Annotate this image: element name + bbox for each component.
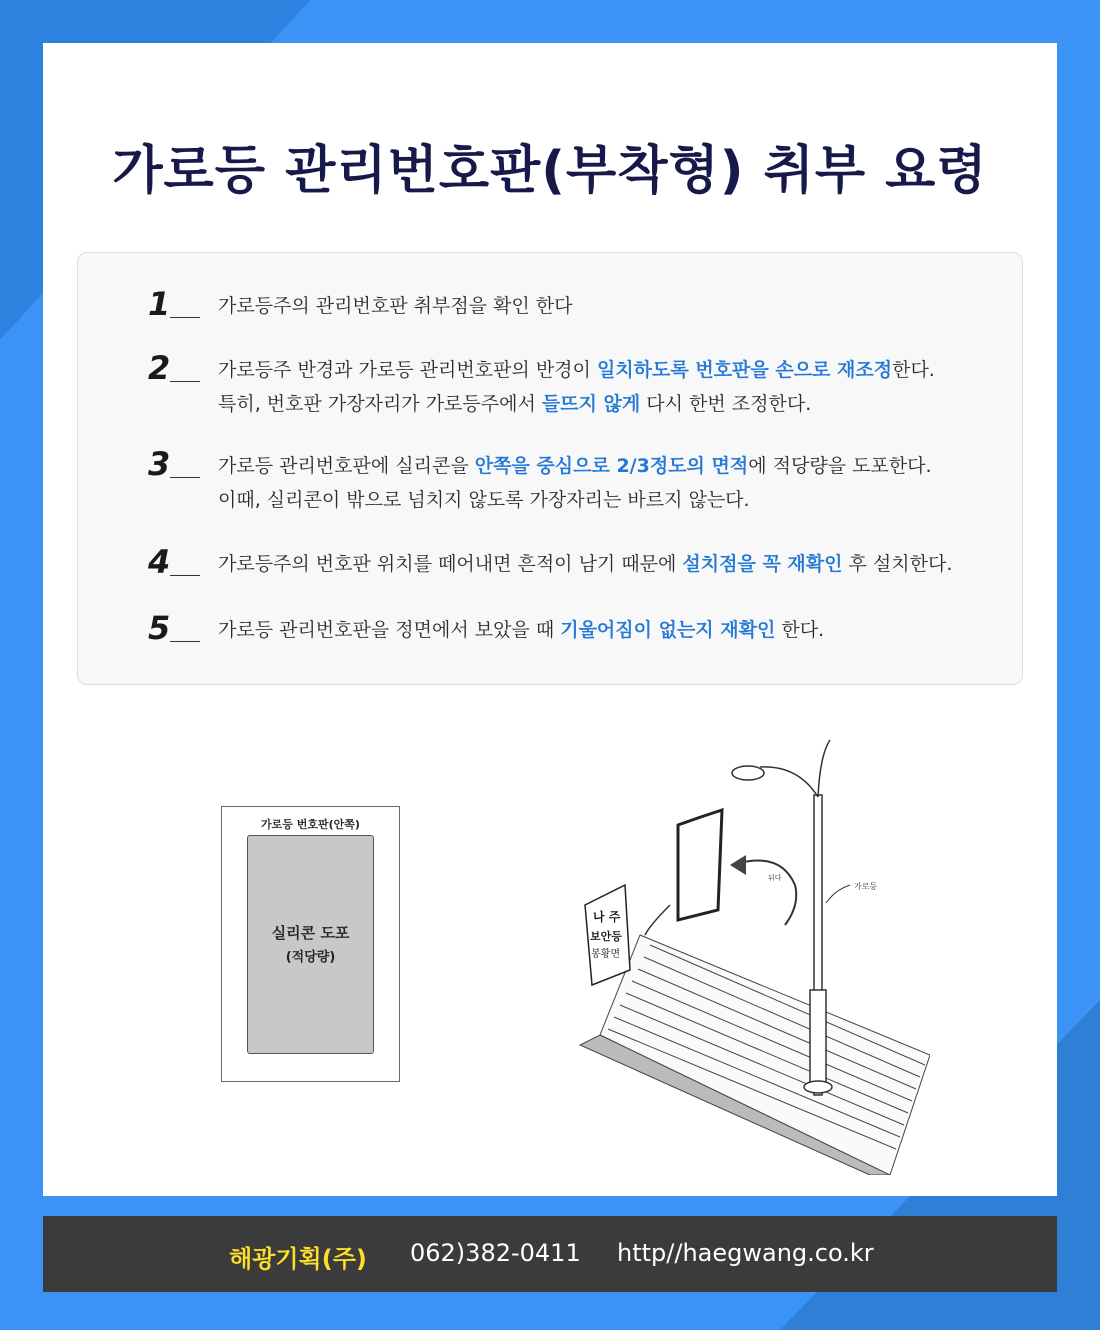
step-segment: 가로등주의 관리번호판 취부점을 확인 한다 [218, 295, 573, 317]
step-segment: 한다. [775, 619, 825, 641]
step-number: 1 [148, 289, 198, 319]
arrow-label: 뒤다 [768, 874, 782, 882]
step-segment: 가로등 관리번호판을 정면에서 보았을 때 [218, 619, 561, 641]
step-text [218, 449, 1018, 517]
silicone-amount-text: (적당량) [285, 950, 336, 965]
step-number: 4 [148, 547, 198, 577]
plate-sign [585, 885, 630, 985]
step-line [218, 289, 1018, 323]
label-diagram-header: 가로등 번호판(안쪽) [261, 818, 360, 831]
step-segment: 한다. [892, 359, 935, 381]
step-segment: 이때, 실리콘이 밖으로 넘치지 않도록 가장자리는 바르지 않는다. [218, 489, 750, 511]
step-segment: 가로등 관리번호판에 실리콘을 [218, 455, 475, 477]
step-text [218, 613, 1018, 647]
steps-panel [77, 252, 1023, 685]
highlight-text: 안쪽을 중심으로 2/3정도의 면적 [474, 455, 749, 477]
step-text [218, 547, 1018, 581]
step-segment: 에 적당량을 도포한다. [748, 455, 932, 477]
pole-label: 가로등 [854, 882, 878, 891]
company-name: 해광기획(주) [229, 1245, 367, 1273]
silicone-area [247, 835, 374, 1054]
footer [43, 1216, 1057, 1292]
plate-text-3: 봉황면 [591, 949, 620, 960]
website-url[interactable]: http//haegwang.co.kr [617, 1239, 874, 1267]
plate-text-1: 나 주 [593, 910, 621, 924]
step-text [218, 289, 1018, 323]
streetlight-illustration [570, 735, 930, 1175]
step-number: 3 [148, 449, 198, 479]
page-title: 가로등 관리번호판(부착형) 취부 요령 [112, 141, 988, 201]
label-diagram [221, 806, 400, 1082]
step-segment: 후 설치한다. [842, 553, 953, 575]
step-text [218, 353, 1018, 421]
step-line [218, 547, 1018, 581]
highlight-text: 설치점을 꼭 재확인 [682, 553, 843, 575]
sidewalk [580, 935, 930, 1175]
phone-number: 062)382-0411 [410, 1239, 581, 1267]
step-line [218, 613, 1018, 647]
step-line [218, 483, 1018, 517]
highlight-text: 들뜨지 않게 [541, 393, 641, 415]
highlight-text: 기울어짐이 없는지 재확인 [560, 619, 776, 641]
step-line [218, 353, 1018, 387]
step-number: 2 [148, 353, 198, 383]
plate-frame [678, 810, 722, 920]
step-segment: 다시 한번 조정한다. [640, 393, 812, 415]
step-segment: 특히, 번호판 가장자리가 가로등주에서 [218, 393, 542, 415]
plate-text-2: 보안등 [590, 930, 622, 943]
step-segment: 가로등주 반경과 가로등 관리번호판의 반경이 [218, 359, 597, 381]
step-segment: 가로등주의 번호판 위치를 떼어내면 흔적이 남기 때문에 [218, 553, 683, 575]
step-line [218, 387, 1018, 421]
silicone-text: 실리콘 도포 [271, 924, 350, 942]
step-line [218, 449, 1018, 483]
step-number: 5 [148, 613, 198, 643]
highlight-text: 일치하도록 번호판을 손으로 재조정 [596, 359, 893, 381]
